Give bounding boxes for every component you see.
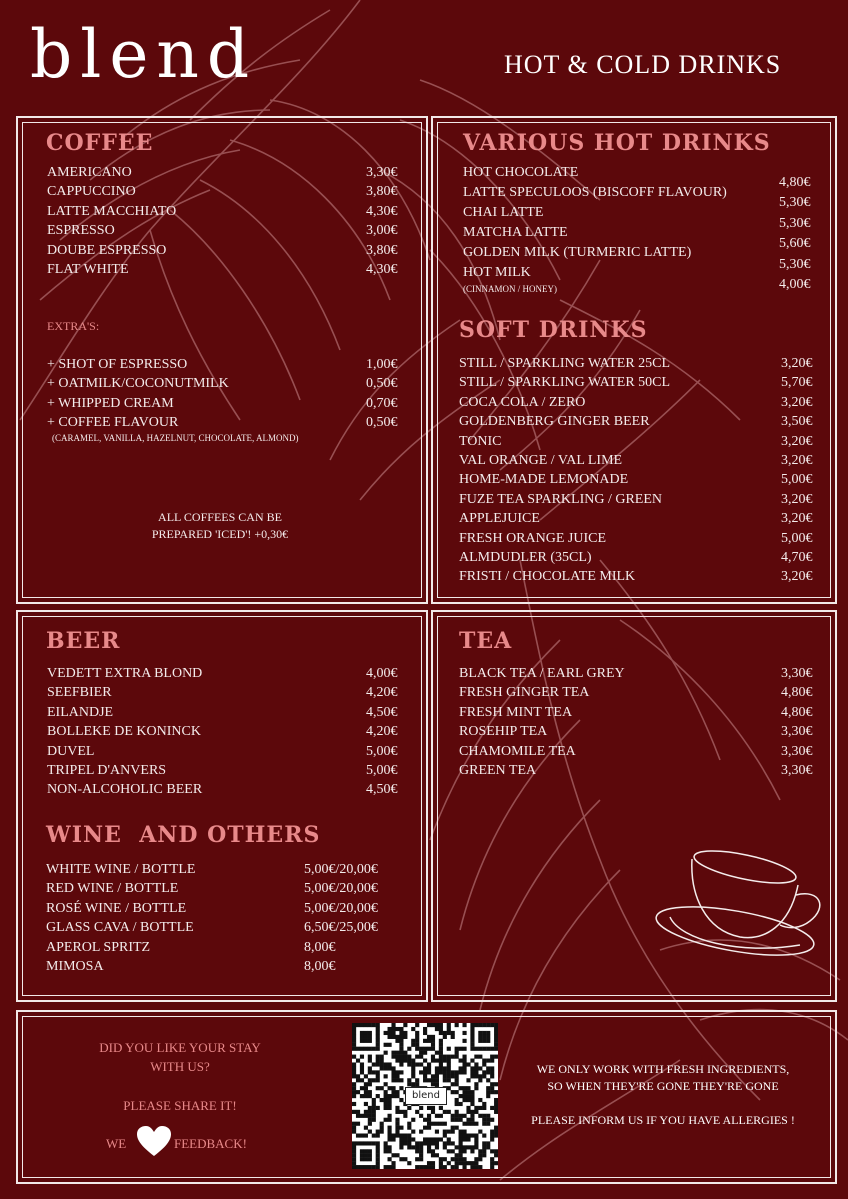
- menu-item: [46, 879, 411, 898]
- brand-logo: blend: [30, 16, 258, 93]
- menu-item-name: TONIC: [459, 433, 502, 449]
- menu-item-name: STILL / SPARKLING WATER 50CL: [459, 375, 671, 391]
- menu-item-name: HOME-MADE LEMONADE: [459, 472, 629, 488]
- menu-item-price: 0,50€: [366, 376, 398, 392]
- menu-item-price: 5,00€: [366, 763, 398, 778]
- menu-item-name: WHITE WINE / BOTTLE: [46, 862, 196, 877]
- menu-item: [459, 432, 829, 451]
- menu-item-price: 3,30€: [781, 724, 813, 740]
- menu-item-price: 8,00€: [304, 939, 336, 955]
- menu-item: [47, 780, 412, 799]
- menu-item-price: 3,20€: [781, 569, 813, 585]
- menu-item-name: DOUBE ESPRESSO: [47, 242, 167, 258]
- menu-item: [459, 373, 829, 392]
- menu-item-price: 3,00€: [366, 223, 398, 239]
- menu-item-name: APEROL SPRITZ: [46, 939, 151, 955]
- heart-icon: [137, 1126, 171, 1158]
- feedback-text: FEEDBACK!: [174, 1136, 247, 1151]
- menu-item: [459, 412, 829, 431]
- menu-item-price: 0,50€: [366, 415, 398, 431]
- menu-item-price: 4,50€: [366, 704, 398, 720]
- wine-title: WINE AND OTHERS: [46, 822, 321, 848]
- share-text: PLEASE SHARE IT!: [123, 1098, 237, 1113]
- menu-item-name: FLAT WHITE: [47, 262, 129, 277]
- menu-item: [459, 529, 829, 548]
- menu-item-price: 3,80€: [366, 184, 398, 200]
- menu-item-price: 5,30€: [779, 256, 811, 272]
- menu-item-name: GOLDEN MILK (TURMERIC LATTE): [463, 245, 692, 260]
- menu-item: [47, 202, 412, 221]
- menu-item: [47, 664, 412, 683]
- menu-item: [46, 938, 411, 957]
- menu-item-price: 5,00€/20,00€: [304, 862, 378, 877]
- menu-item-price: 5,70€: [781, 375, 813, 391]
- menu-item-price: 5,00€: [781, 472, 813, 488]
- menu-item-price: 3,20€: [781, 394, 813, 410]
- menu-item-name: MATCHA LATTE: [463, 225, 568, 240]
- menu-item: [47, 742, 412, 761]
- beer-title: BEER: [46, 628, 121, 654]
- menu-item-name: HOT MILK: [463, 265, 531, 280]
- menu-item-price: 3,50€: [781, 414, 813, 430]
- menu-item-price: 3,80€: [366, 242, 398, 258]
- extras-title: EXTRA'S:: [47, 319, 100, 333]
- menu-item-name: LATTE SPECULOOS (BISCOFF FLAVOUR): [463, 185, 727, 200]
- menu-item: [459, 742, 829, 761]
- menu-item-name: + WHIPPED CREAM: [47, 395, 174, 411]
- menu-item-name: ROSEHIP TEA: [459, 724, 548, 740]
- menu-item: [459, 451, 829, 470]
- menu-item: [459, 683, 829, 702]
- menu-item-name: EILANDJE: [47, 704, 114, 720]
- menu-item: [459, 393, 829, 412]
- menu-item-name: FRESH MINT TEA: [459, 704, 573, 720]
- menu-item-price: 3,20€: [781, 453, 813, 468]
- menu-item-name: FRESH GINGER TEA: [459, 685, 590, 701]
- menu-item-name: TRIPEL D'ANVERS: [47, 763, 167, 778]
- menu-item-price: 4,80€: [781, 685, 813, 701]
- menu-item: [459, 722, 829, 741]
- menu-item-name: ROSÉ WINE / BOTTLE: [46, 900, 187, 916]
- menu-item: [47, 683, 412, 702]
- menu-item: [459, 761, 829, 780]
- menu-item: [459, 490, 829, 509]
- menu-item-price: 3,20€: [781, 491, 813, 507]
- flavour-note: (CARAMEL, VANILLA, HAZELNUT, CHOCOLATE, ALMOND): [52, 433, 299, 443]
- menu-item-price: 3,20€: [781, 511, 813, 527]
- menu-item: [459, 664, 829, 683]
- menu-item-name: COCA COLA / ZERO: [459, 394, 586, 410]
- menu-item: [46, 860, 411, 879]
- menu-item-name: CHAI LATTE: [463, 205, 544, 220]
- menu-item: [47, 355, 412, 374]
- menu-item-price: 4,00€: [779, 277, 811, 292]
- menu-item-name: GLASS CAVA / BOTTLE: [46, 920, 194, 936]
- menu-item-price: 5,30€: [779, 215, 811, 231]
- fresh-ingredients-line1: WE ONLY WORK WITH FRESH INGREDIENTS,: [536, 1062, 790, 1076]
- menu-item-price: 4,30€: [366, 203, 398, 219]
- tea-title: TEA: [459, 628, 513, 654]
- menu-item: [46, 899, 411, 918]
- menu-item: [47, 703, 412, 722]
- menu-item-name: NON-ALCOHOLIC BEER: [47, 782, 203, 798]
- menu-item: [47, 241, 412, 260]
- menu-item-price: 5,00€: [366, 743, 398, 759]
- menu-item: [47, 221, 412, 240]
- menu-item-name: AMERICANO: [47, 165, 132, 180]
- menu-item-price: 5,00€: [781, 530, 813, 546]
- menu-item-name: + SHOT OF ESPRESSO: [47, 357, 188, 372]
- qr-logo-label: blend: [405, 1087, 447, 1105]
- menu-item-price: 5,00€/20,00€: [304, 900, 378, 916]
- coffee-cup-icon: [650, 845, 830, 965]
- menu-item-price: 3,30€: [781, 666, 813, 681]
- menu-item-name: FRISTI / CHOCOLATE MILK: [459, 569, 636, 585]
- menu-item-price: 8,00€: [304, 959, 336, 974]
- menu-item-name: BOLLEKE DE KONINCK: [47, 724, 201, 740]
- menu-item-name: + OATMILK/COCONUTMILK: [47, 376, 229, 392]
- menu-item-name: MIMOSA: [46, 959, 104, 974]
- menu-item-name: ALMDUDLER (35CL): [459, 550, 592, 565]
- menu-item-name: FRESH ORANGE JUICE: [459, 530, 607, 546]
- iced-note-line2: PREPARED 'ICED'! +0,30€: [151, 527, 289, 541]
- menu-subtitle: HOT & COLD DRINKS: [504, 50, 782, 79]
- menu-item-price: 3,30€: [781, 743, 813, 759]
- menu-item-name: VEDETT EXTRA BLOND: [47, 666, 203, 681]
- qr-code[interactable]: [352, 1023, 498, 1169]
- menu-item-name: GOLDENBERG GINGER BEER: [459, 414, 650, 430]
- menu-item-name: GREEN TEA: [459, 763, 537, 778]
- menu-item-price: 5,60€: [779, 236, 811, 252]
- menu-item-price: 4,70€: [781, 550, 813, 565]
- menu-item-name: LATTE MACCHIATO: [47, 203, 177, 219]
- menu-item-price: 6,50€/25,00€: [304, 920, 378, 936]
- we-text: WE: [106, 1136, 127, 1151]
- menu-item-name: RED WINE / BOTTLE: [46, 881, 179, 897]
- menu-item: [459, 470, 829, 489]
- menu-item-price: 5,00€/20,00€: [304, 881, 378, 897]
- menu-item-name: FUZE TEA SPARKLING / GREEN: [459, 491, 663, 507]
- stay-question-line2: WITH US?: [150, 1059, 210, 1074]
- menu-item-price: 5,30€: [779, 195, 811, 211]
- menu-item-name: + COFFEE FLAVOUR: [47, 415, 179, 431]
- menu-item-name: BLACK TEA / EARL GREY: [459, 666, 625, 681]
- menu-item: [47, 394, 412, 413]
- menu-item-price: 3,20€: [781, 433, 813, 449]
- menu-item: [47, 722, 412, 741]
- menu-item-price: 4,30€: [366, 262, 398, 277]
- menu-item-name: STILL / SPARKLING WATER 25CL: [459, 356, 671, 371]
- menu-item: [46, 918, 411, 937]
- menu-item: [47, 761, 412, 780]
- coffee-title: COFFEE: [46, 130, 154, 156]
- menu-item-name: CHAMOMILE TEA: [459, 743, 576, 759]
- menu-item: [47, 374, 412, 393]
- menu-item: [459, 548, 829, 567]
- hot-drinks-title: VARIOUS HOT DRINKS: [463, 130, 771, 156]
- menu-item: [47, 260, 412, 279]
- menu-item-price: 3,30€: [781, 763, 813, 778]
- menu-item-name: SEEFBIER: [47, 685, 112, 701]
- menu-item: [459, 354, 829, 373]
- menu-item-price: 4,00€: [366, 666, 398, 681]
- menu-item-price: 4,20€: [366, 724, 398, 740]
- soft-drinks-title: SOFT DRINKS: [459, 317, 648, 343]
- menu-item: [47, 413, 412, 432]
- menu-item-name: APPLEJUICE: [459, 511, 540, 527]
- menu-item: [47, 182, 412, 201]
- stay-question-line1: DID YOU LIKE YOUR STAY: [99, 1040, 261, 1055]
- menu-item-price: 4,20€: [366, 685, 398, 701]
- menu-item: [459, 567, 829, 586]
- hot-milk-note: (CINNAMON / HONEY): [463, 284, 557, 294]
- menu-item-price: 4,50€: [366, 782, 398, 798]
- menu-item: [46, 957, 411, 976]
- menu-item-name: DUVEL: [47, 743, 95, 759]
- menu-item-price: 0,70€: [366, 395, 398, 411]
- fresh-ingredients-line2: SO WHEN THEY'RE GONE THEY'RE GONE: [547, 1079, 779, 1093]
- menu-item-name: VAL ORANGE / VAL LIME: [459, 453, 623, 468]
- menu-item: [459, 509, 829, 528]
- menu-item-name: CAPPUCCINO: [47, 184, 136, 200]
- iced-note-line1: ALL COFFEES CAN BE: [158, 510, 282, 524]
- menu-item-price: 4,80€: [779, 175, 811, 190]
- menu-item-price: 3,30€: [366, 165, 398, 180]
- menu-item-price: 4,80€: [781, 704, 813, 720]
- menu-item-name: ESPRESSO: [47, 223, 115, 239]
- menu-item-price: 3,20€: [781, 356, 813, 371]
- allergies-note: PLEASE INFORM US IF YOU HAVE ALLERGIES !: [531, 1113, 795, 1127]
- menu-item-name: HOT CHOCOLATE: [463, 165, 579, 180]
- menu-item-price: 1,00€: [366, 357, 398, 372]
- menu-item: [47, 163, 412, 182]
- menu-item: [459, 703, 829, 722]
